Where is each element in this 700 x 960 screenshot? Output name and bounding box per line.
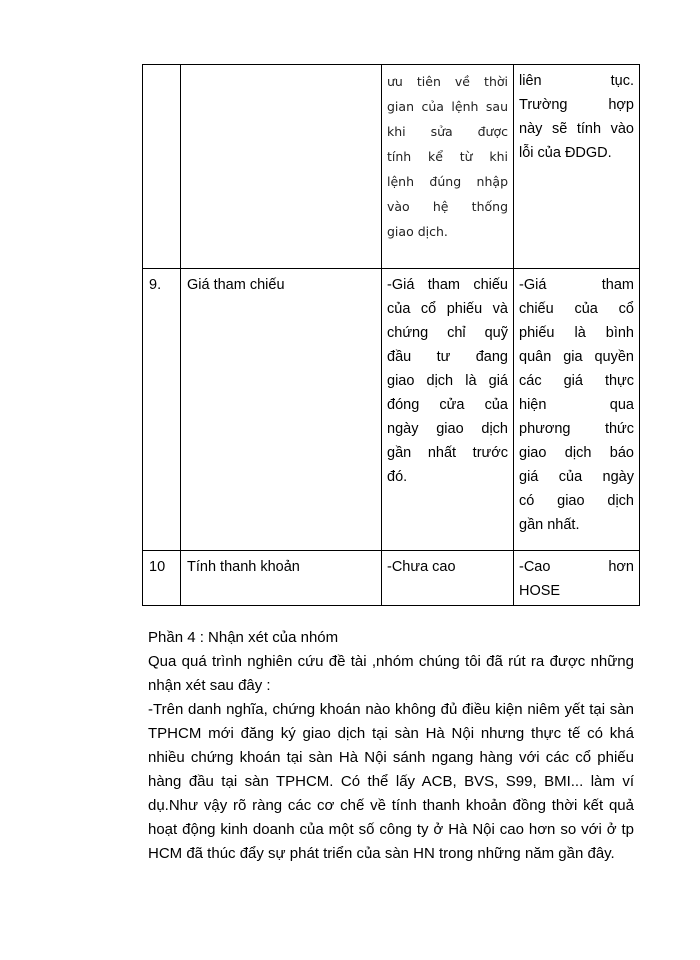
hose-cell xyxy=(514,551,640,606)
criterion-label: Tính thanh khoản xyxy=(187,559,300,575)
cell-line: đóng cửa của xyxy=(387,397,508,413)
criterion-cell xyxy=(181,65,382,269)
criterion-cell xyxy=(181,551,382,606)
criterion-label: Giá tham chiếu xyxy=(187,277,285,293)
intro-paragraph: Qua quá trình nghiên cứu đề tài ,nhóm chúng tôi đã rút ra được những nhận xét sau đây : xyxy=(148,653,634,694)
hose-text xyxy=(514,269,639,539)
cell-line: phiếu là bình xyxy=(519,325,634,341)
cell-line: các giá thực xyxy=(519,373,634,389)
cell-line: ưu tiên về thời xyxy=(387,74,508,89)
hnx-text xyxy=(382,551,513,581)
cell-line: chiếu của cổ xyxy=(519,301,634,317)
cell-line: -Giá tham chiếu xyxy=(387,277,508,293)
cell-line: giao dịch là giá xyxy=(387,373,508,389)
row-index xyxy=(143,65,180,71)
cell-line: phương thức xyxy=(519,421,634,437)
cell-line: lệnh đúng nhập xyxy=(387,174,508,189)
cell-line: -Cao hơn xyxy=(519,559,634,575)
cell-line: này sẽ tính vào xyxy=(519,121,634,137)
hose-text xyxy=(514,65,639,167)
hnx-text xyxy=(382,269,513,491)
body-paragraph: -Trên danh nghĩa, chứng khoán nào không đủ điều kiện niêm yết tại sàn TPHCM mới đăng ký giao dịch tại sàn Hà Nội nhưng thực tế có khá nhiều chứng khoán tại sàn Hà Nội sánh ngang hàng với các cổ phiếu hàng đầu tại sàn TPHCM. Có thể lấy ACB, BVS, S99, BMI... làm ví dụ.Như vậy rõ ràng các cơ chế về tính thanh khoản đồng thời kết quả hoạt động kinh doanh của một số công ty ở Hà Nội cao hơn so với ở tp HCM đã thúc đẩy sự phát triển của sàn HN trong những năm gần đây. xyxy=(148,701,634,862)
cell-line: có giao dịch xyxy=(519,493,634,509)
hnx-text xyxy=(382,65,513,246)
cell-line: gần nhất trước xyxy=(387,445,508,461)
criterion-cell xyxy=(181,269,382,551)
row-index-cell xyxy=(143,551,181,606)
row-index-cell xyxy=(143,65,181,269)
cell-line: khi sửa được xyxy=(387,124,508,139)
cell-line: chứng chỉ quỹ xyxy=(387,325,508,341)
hnx-cell xyxy=(382,269,514,551)
cell-line: của cổ phiếu và xyxy=(387,301,508,317)
cell-line: lỗi của ĐDGD. xyxy=(519,145,612,161)
cell-line: HOSE xyxy=(519,583,561,599)
hnx-cell xyxy=(382,65,514,269)
cell-line: -Chưa cao xyxy=(387,559,456,575)
cell-line: gần nhất. xyxy=(519,517,580,533)
cell-line: giao dịch. xyxy=(387,224,448,239)
table-row xyxy=(143,65,640,269)
comparison-table xyxy=(142,64,640,606)
row-index-cell xyxy=(143,269,181,551)
table-row xyxy=(143,269,640,551)
row-index: 10 xyxy=(149,559,166,575)
cell-line: đó. xyxy=(387,469,408,485)
criterion-label xyxy=(181,65,381,71)
cell-line: đầu tư đang xyxy=(387,349,508,365)
cell-line: ngày giao dịch xyxy=(387,421,508,437)
hose-cell xyxy=(514,65,640,269)
cell-line: gian của lệnh sau xyxy=(387,99,508,114)
table-row xyxy=(143,551,640,606)
cell-line: giao dịch báo xyxy=(519,445,634,461)
hose-text xyxy=(514,551,639,605)
row-index: 9. xyxy=(149,277,162,293)
hnx-cell xyxy=(382,551,514,606)
cell-line: tính kể từ khi xyxy=(387,149,508,164)
cell-line: vào hệ thống xyxy=(387,199,508,214)
hose-cell xyxy=(514,269,640,551)
cell-line: quân gia quyền xyxy=(519,349,634,365)
cell-line: liên tục. xyxy=(519,73,634,89)
cell-line: hiện qua xyxy=(519,397,634,413)
cell-line: -Giá tham xyxy=(519,277,634,293)
section-heading: Phần 4 : Nhận xét của nhóm xyxy=(148,629,339,646)
cell-line: giá của ngày xyxy=(519,469,634,485)
cell-line: Trường hợp xyxy=(519,97,634,113)
group-remarks-section xyxy=(148,626,634,866)
